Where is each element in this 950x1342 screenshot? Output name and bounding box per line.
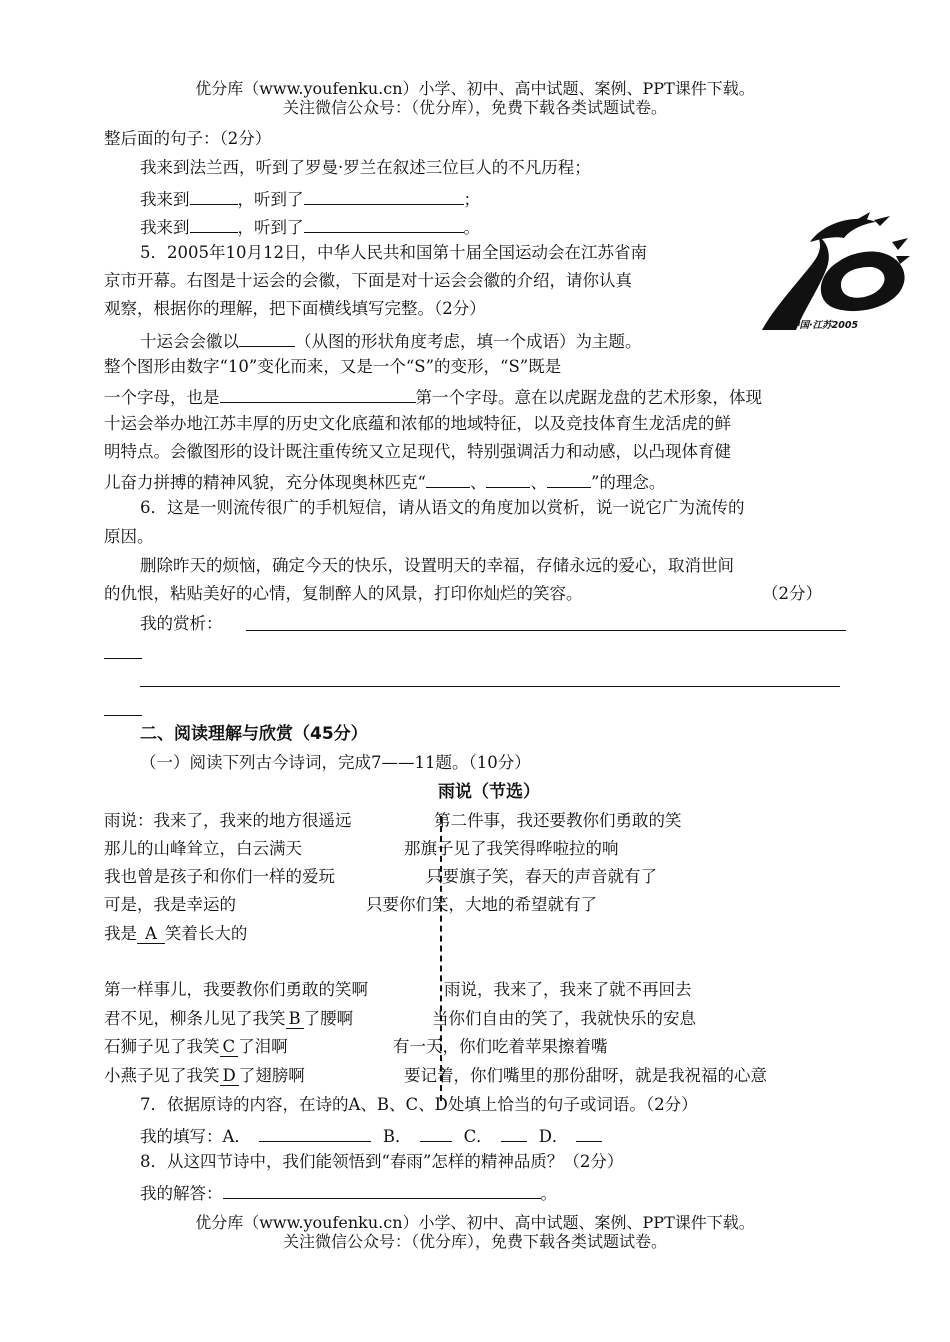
poem-left-line-6: 第一样事儿，我要教你们勇敢的笑啊: [104, 980, 368, 999]
q5-line-4: [140, 328, 642, 353]
poem-blank-d: D: [220, 1066, 239, 1086]
q4-blank-place-1[interactable]: [190, 186, 238, 205]
section-2-title: 二、阅读理解与欣赏（45分）: [140, 724, 368, 744]
q5-blank-motto-3[interactable]: [547, 469, 591, 488]
q5-blank-motto-1[interactable]: [426, 469, 470, 488]
poem-right-line-5: 雨说，我来了，我来了就不再回去: [444, 980, 692, 999]
q5-line-9-sep-1: 、: [469, 473, 487, 492]
q4-blank-heard-2[interactable]: [304, 214, 464, 233]
poem-left-line-7-text-b: 了腰啊: [303, 1009, 354, 1028]
q8-answer-row: [140, 1180, 557, 1205]
q4-blank-place-2[interactable]: [190, 214, 238, 233]
poem-left-line-1: 雨说：我来了，我来的地方很遥远: [104, 811, 352, 830]
q5-line-6-text-b: 第一个字母。意在以虎踞龙盘的艺术形象，体现: [415, 388, 762, 407]
q4-line-b-text-1: 我来到: [140, 218, 190, 237]
q7-blank-d[interactable]: [576, 1123, 602, 1142]
q6-score: （2分）: [762, 584, 822, 603]
q4-example: 我来到法兰西，听到了罗曼·罗兰在叙述三位巨人的不凡历程；: [140, 158, 591, 177]
poem-right-line-3: 只要旗子笑，春天的声音就有了: [426, 867, 657, 886]
q7-line-1: 7．依据原诗的内容，在诗的A、B、C、D处填上恰当的句子或词语。（2分）: [140, 1095, 698, 1114]
q4-line-a-end: ；: [463, 190, 480, 209]
poem-left-line-9: [104, 1065, 305, 1087]
poem-left-line-9-text-b: 了翅膀啊: [238, 1066, 305, 1085]
q5-line-1: 5．2005年10月12日，中华人民共和国第十届全国运动会在江苏省南: [140, 243, 647, 262]
q5-line-9-text-a: 儿奋力拼搏的精神风貌，充分体现奥林匹克“: [104, 473, 426, 492]
q7-label-d: D．: [538, 1127, 569, 1146]
q5-line-4-text-a: 十运会会徽以: [140, 332, 239, 351]
q6-answer-line-2[interactable]: [140, 686, 840, 687]
tenth-games-logo: [752, 212, 910, 332]
q8-answer-blank[interactable]: [223, 1180, 541, 1199]
q5-line-7: 十运会举办地江苏丰厚的历史文化底蕴和浓郁的地域特征，以及竞技体育生龙活虎的鲜: [104, 414, 731, 433]
q7-blank-a[interactable]: [259, 1123, 371, 1142]
q7-label-c: C．: [463, 1127, 493, 1146]
poem-right-line-1: 第二件事，我还要教你们勇敢的笑: [434, 811, 682, 830]
poem-left-line-3: 我也曾是孩子和你们一样的爱玩: [104, 867, 335, 886]
section-2-subtitle: （一）阅读下列古今诗词，完成7——11题。（10分）: [140, 753, 531, 772]
poem-right-line-7: 有一天，你们吃着苹果擦着嘴: [393, 1037, 608, 1056]
q8-answer-label: 我的解答：: [140, 1184, 223, 1203]
q4-line-b-end: 。: [463, 218, 480, 237]
q4-line-a-text-2: ，听到了: [237, 190, 304, 209]
q6-answer-line-1[interactable]: [246, 630, 846, 631]
q5-line-9-sep-2: 、: [530, 473, 547, 492]
q7-answer-label: 我的填写：A．: [140, 1127, 251, 1146]
q7-answer-row: [140, 1123, 602, 1148]
q6-sms-line-2: 的仇恨，粘贴美好的心情，复制醉人的风景，打印你灿烂的笑容。: [104, 584, 583, 603]
poem-left-line-7: [104, 1008, 353, 1030]
q7-label-b: B．: [382, 1127, 412, 1146]
q4-line-a-text-1: 我来到: [140, 190, 190, 209]
q5-blank-idiom[interactable]: [239, 328, 295, 347]
poem-left-line-9-text-a: 小燕子见了我笑: [104, 1066, 220, 1085]
poem-right-line-4: 只要你们笑，大地的希望就有了: [366, 895, 597, 914]
poem-right-line-8: 要记着，你们嘴里的那份甜呀，就是我祝福的心意: [404, 1066, 767, 1085]
q6-answer-line-1-wrap[interactable]: [104, 658, 142, 659]
poem-left-line-8: [104, 1036, 288, 1058]
q4-line-b-text-2: ，听到了: [237, 218, 304, 237]
poem-left-line-7-text-a: 君不见，柳条儿见了我笑: [104, 1009, 286, 1028]
poem-left-line-2: 那儿的山峰耸立，白云满天: [104, 839, 302, 858]
q5-line-6-text-a: 一个字母，也是: [104, 388, 220, 407]
q6-sms-line-1: 删除昨天的烦恼，确定今天的快乐，设置明天的幸福，存储永远的爱心，取消世间: [140, 556, 734, 575]
q5-line-6: [104, 384, 762, 409]
q4-line-b: [140, 214, 480, 239]
q5-blank-motto-2[interactable]: [486, 469, 530, 488]
poem-title: 雨说（节选）: [438, 782, 540, 802]
logo-caption: 中国·江苏2005: [790, 320, 859, 331]
q5-line-9: [104, 469, 665, 494]
q4-line-a: [140, 186, 480, 211]
q5-blank-letter[interactable]: [220, 384, 416, 403]
q6-answer-line-2-wrap[interactable]: [104, 715, 142, 716]
q5-line-9-text-d: ”的理念。: [590, 473, 666, 492]
poem-left-line-8-text-b: 了泪啊: [238, 1037, 288, 1056]
poem-left-line-5-text-b: 笑着长大的: [164, 924, 248, 943]
header-line-1: 优分库（www.youfenku.cn）小学、初中、高中试题、案例、PPT课件下载。: [195, 79, 755, 98]
footer-line-1: 优分库（www.youfenku.cn）小学、初中、高中试题、案例、PPT课件下载。: [195, 1213, 755, 1232]
poem-blank-b: B: [286, 1009, 304, 1029]
poem-left-line-4: 可是，我是幸运的: [104, 895, 236, 914]
q8-answer-end: 。: [540, 1184, 557, 1203]
q6-line-1: 6．这是一则流传很广的手机短信，请从语文的角度加以赏析，说一说它广为流传的: [140, 498, 745, 517]
q4-intro: 整后面的句子：（2分）: [104, 129, 272, 148]
poem-right-line-6: 当你们自由的笑了，我就快乐的安息: [432, 1009, 696, 1028]
q5-line-8: 明特点。会徽图形的设计既注重传统又立足现代，特别强调活力和动感，以凸现体育健: [104, 442, 731, 461]
poem-left-line-8-text-a: 石狮子见了我笑: [104, 1037, 220, 1056]
poem-left-line-5-text-a: 我是: [104, 924, 137, 943]
logo-zero-ring: [821, 251, 905, 311]
logo-dragon-head: [810, 219, 876, 242]
header-line-2: 关注微信公众号：（优分库），免费下载各类试题试卷。: [282, 98, 667, 117]
footer-line-2: 关注微信公众号：（优分库），免费下载各类试题试卷。: [282, 1232, 667, 1251]
q5-line-4-text-b: （从图的形状角度考虑，填一个成语）为主题。: [295, 332, 642, 351]
q6-line-2: 原因。: [104, 527, 154, 546]
poem-left-line-5: [104, 923, 247, 945]
q5-line-3: 观察，根据你的理解，把下面横线填写完整。（2分）: [104, 299, 486, 318]
q4-blank-heard-1[interactable]: [304, 186, 464, 205]
q5-line-2: 京市开幕。右图是十运会的会徽，下面是对十运会会徽的介绍，请你认真: [104, 271, 632, 290]
q5-line-5: 整个图形由数字“10”变化而来，又是一个“S”的变形，“S”既是: [104, 357, 562, 376]
q7-blank-b[interactable]: [420, 1123, 452, 1142]
q6-answer-label: 我的赏析：: [140, 614, 223, 633]
poem-blank-c: C: [220, 1037, 239, 1057]
logo-dragon-one-stroke: [762, 236, 829, 330]
poem-right-line-2: 那旗子见了我笑得哗啦拉的响: [404, 839, 619, 858]
q7-blank-c[interactable]: [501, 1123, 527, 1142]
q8-line-1: 8．从这四节诗中，我们能领悟到“春雨”怎样的精神品质？（2分）: [140, 1152, 624, 1171]
poem-blank-a: A: [137, 924, 165, 944]
